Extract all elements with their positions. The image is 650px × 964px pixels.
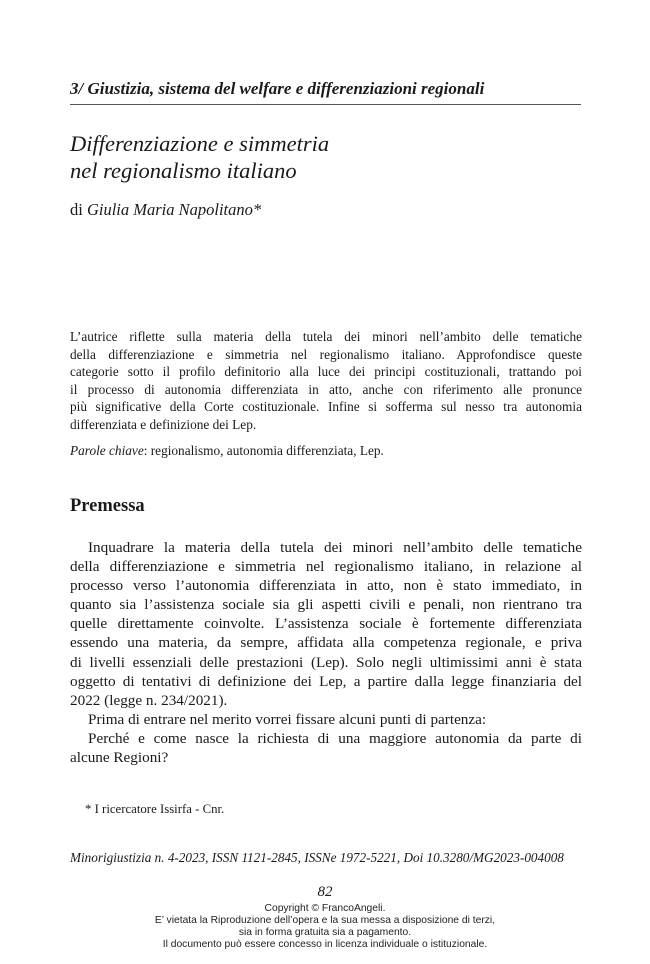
body-line: essendo una materia, da sempre, affidata alla competenza regionale, e priva: [70, 634, 582, 652]
copyright-line: Copyright © FrancoAngeli.: [264, 903, 386, 914]
body-line: alcune Regioni?: [70, 749, 169, 767]
abstract: [70, 328, 582, 434]
byline-prefix: di: [70, 200, 83, 219]
body-line: di livelli essenziali delle prestazioni (Lep). Solo negli ultimissimi anni è stata: [70, 653, 582, 671]
body-line: processo verso l’autonomia differenziata in atto, non è stato immediato, in: [70, 577, 582, 595]
body-line: Perché e come nasce la richiesta di una maggiore autonomia da parte di: [88, 729, 582, 747]
body-text: [70, 538, 582, 767]
keywords-text: : regionalismo, autonomia differenziata, Lep.: [143, 443, 384, 458]
abstract-line: categorie sotto il profilo definitorio alla luce dei principi costituzionali, trattando poi: [70, 364, 582, 380]
article-title: [70, 130, 590, 184]
body-line: quelle direttamente coinvolte. L’assistenza sociale è fortemente differenziata: [70, 615, 582, 633]
page-number: 82: [317, 884, 333, 900]
keywords: [70, 443, 384, 459]
body-line: Inquadrare la materia della tutela dei minori nell’ambito delle tematiche: [88, 539, 582, 556]
body-line: quanto sia l’assistenza sociale sia gli aspetti civili e penali, non rientrano tra: [70, 596, 582, 614]
abstract-line: più significative della Corte costituzionale. Infine si sofferma sul nesso tra autonomia: [70, 399, 582, 415]
copyright-line: Il documento può essere concesso in licenza individuale o istituzionale.: [162, 939, 488, 950]
copyright-notice: [0, 903, 650, 951]
body-line: oggetto di tentativi di definizione dei Lep, a partire dalla legge finanziaria del: [70, 672, 582, 690]
section-heading: Premessa: [70, 496, 145, 516]
footnote: * I ricercatore Issirfa - Cnr.: [85, 802, 225, 816]
title-line-1: Differenziazione e simmetria: [70, 131, 330, 156]
abstract-line: differenziata e definizione dei Lep.: [70, 416, 257, 432]
section-divider: [70, 104, 581, 105]
title-line-2: nel regionalismo italiano: [70, 158, 297, 183]
copyright-line: sia in forma gratuita sia a pagamento.: [238, 927, 412, 938]
abstract-line: L’autrice riflette sulla materia della tutela dei minori nell’ambito delle tematiche: [70, 329, 582, 344]
byline: [70, 200, 261, 220]
keywords-label: Parole chiave: [70, 443, 144, 458]
body-line: della differenziazione e simmetria nel regionalismo italiano, in relazione al: [70, 558, 582, 576]
copyright-line: E’ vietata la Riproduzione dell’opera e la sua messa a disposizione di terzi,: [154, 915, 496, 926]
abstract-line: il processo di autonomia differenziata in atto, anche con riferimento alle pronunce: [70, 381, 582, 397]
body-line: 2022 (legge n. 234/2021).: [70, 691, 228, 709]
journal-citation: Minorigiustizia n. 4-2023, ISSN 1121-2845, ISSNe 1972-5221, Doi 10.3280/MG2023-004008: [70, 850, 564, 865]
abstract-line: della differenziazione e simmetria nel regionalismo italiano. Approfondisce queste: [70, 346, 582, 362]
body-line: Prima di entrare nel merito vorrei fissare alcuni punti di partenza:: [88, 710, 487, 728]
author-name: Giulia Maria Napolitano*: [86, 200, 262, 219]
section-header: 3/ Giustizia, sistema del welfare e differenziazioni regionali: [70, 79, 485, 98]
